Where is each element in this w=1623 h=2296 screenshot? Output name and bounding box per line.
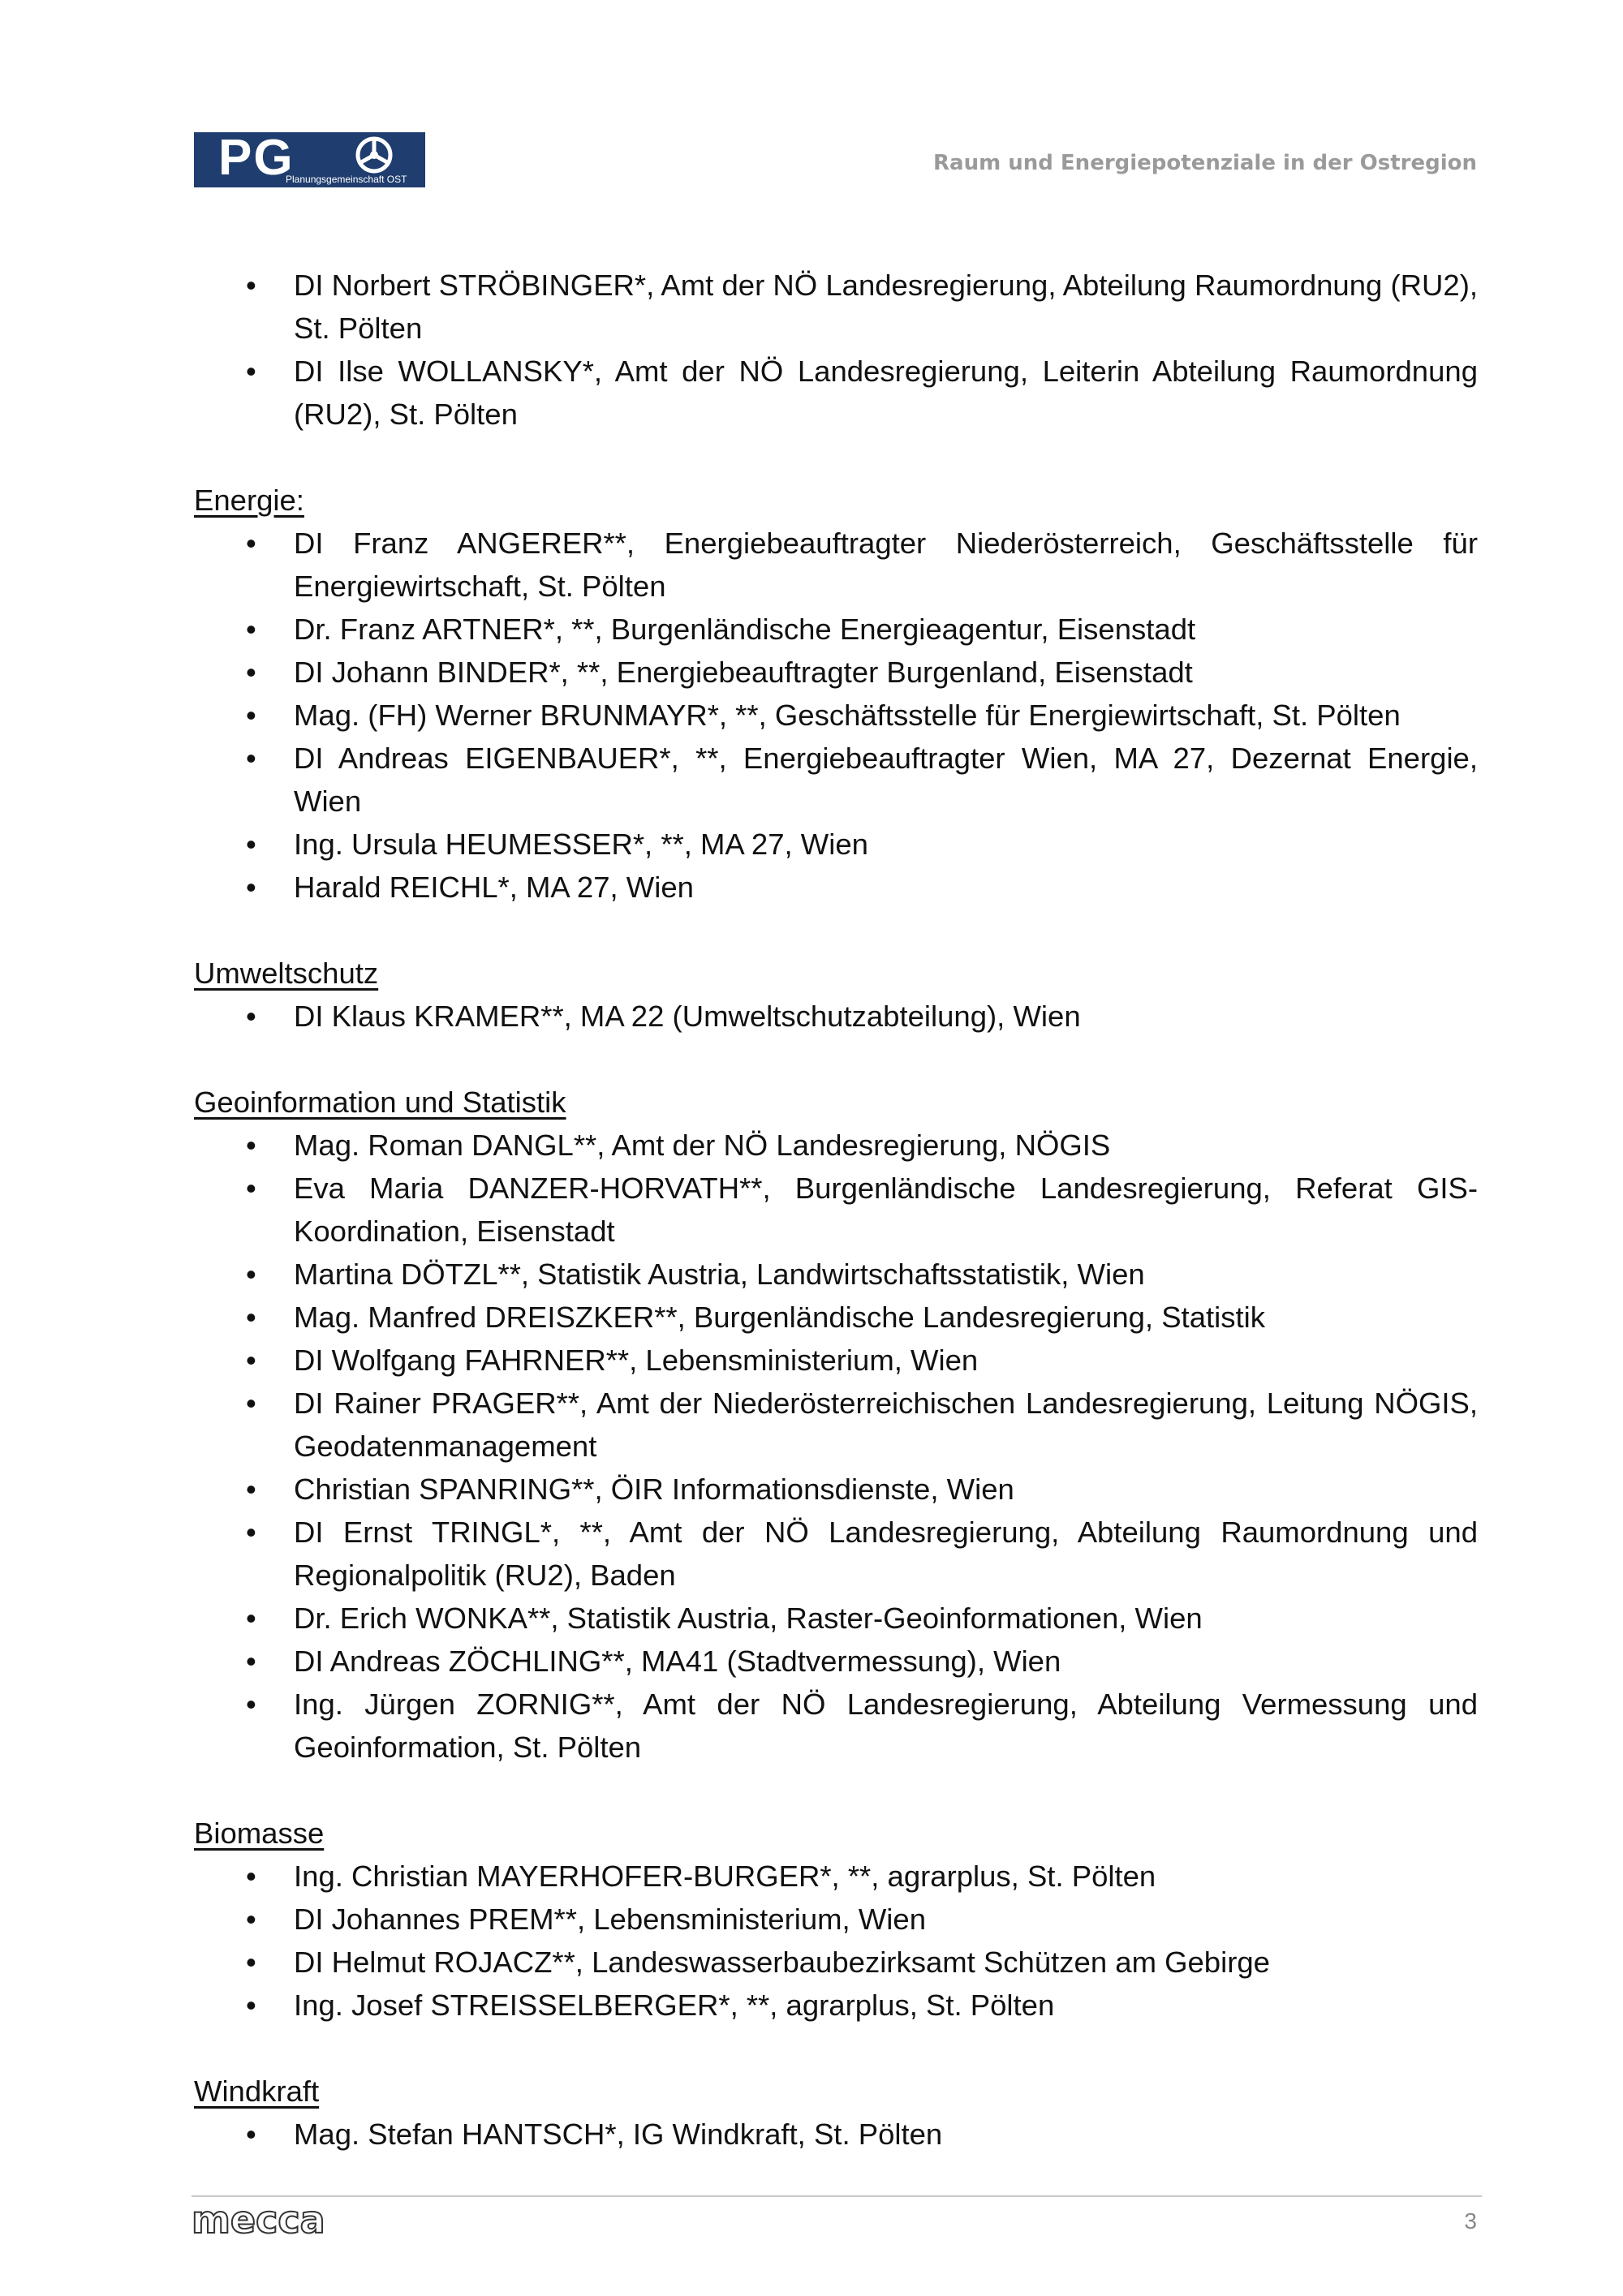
header-title: Raum und Energiepotenziale in der Ostregion: [933, 151, 1477, 175]
section-umweltschutz: [194, 952, 1478, 1038]
section-list: [194, 2113, 1478, 2156]
list-item: • DI Norbert STRÖBINGER*, Amt der NÖ Landesregierung, Abteilung Raumordnung (RU2), St. Pölten: [194, 264, 1478, 350]
document-body: [194, 264, 1478, 2156]
list-item: • DI Ilse WOLLANSKY*, Amt der NÖ Landesregierung, Leiterin Abteilung Raumordnung (RU2), St. Pölten: [194, 350, 1478, 436]
logo-emblem-icon: [355, 135, 394, 174]
list-item: • DI Andreas ZÖCHLING**, MA41 (Stadtvermessung), Wien: [194, 1640, 1478, 1683]
list-item: • Harald REICHL*, MA 27, Wien: [194, 866, 1478, 909]
section-title: Biomasse: [194, 1817, 325, 1850]
list-item: • Dr. Erich WONKA**, Statistik Austria, Raster-Geoinformationen, Wien: [194, 1597, 1478, 1640]
mecca-logo: [192, 2200, 370, 2241]
section-windkraft: [194, 2070, 1478, 2156]
list-item: • DI Andreas EIGENBAUER*, **, Energiebeauftragter Wien, MA 27, Dezernat Energie, Wien: [194, 737, 1478, 823]
list-item: • Ing. Jürgen ZORNIG**, Amt der NÖ Landesregierung, Abteilung Vermessung und Geoinformation, St. Pölten: [194, 1683, 1478, 1769]
list-item: • Ing. Christian MAYERHOFER-BURGER*, **, agrarplus, St. Pölten: [194, 1855, 1478, 1898]
pgo-logo: [194, 132, 425, 187]
list-item: • Martina DÖTZL**, Statistik Austria, Landwirtschaftsstatistik, Wien: [194, 1253, 1478, 1296]
list-item: • DI Franz ANGERER**, Energiebeauftragter Niederösterreich, Geschäftsstelle für Energiewirtschaft, St. Pölten: [194, 522, 1478, 608]
section-title: Geoinformation und Statistik: [194, 1086, 566, 1119]
page-number: 3: [1464, 2208, 1477, 2234]
list-item: • Ing. Josef STREISSELBERGER*, **, agrarplus, St. Pölten: [194, 1984, 1478, 2027]
list-item: • DI Wolfgang FAHRNER**, Lebensministerium, Wien: [194, 1339, 1478, 1382]
list-item: • DI Helmut ROJACZ**, Landeswasserbaubezirksamt Schützen am Gebirge: [194, 1941, 1478, 1984]
footer-divider: [192, 2195, 1482, 2197]
list-item: • DI Rainer PRAGER**, Amt der Niederösterreichischen Landesregierung, Leitung NÖGIS, Geodatenmanagement: [194, 1382, 1478, 1468]
section-energie: [194, 479, 1478, 909]
list-item: • Mag. (FH) Werner BRUNMAYR*, **, Geschäftsstelle für Energiewirtschaft, St. Pölten: [194, 694, 1478, 737]
list-item: • Christian SPANRING**, ÖIR Informationsdienste, Wien: [194, 1468, 1478, 1511]
list-item: • Dr. Franz ARTNER*, **, Burgenländische Energieagentur, Eisenstadt: [194, 608, 1478, 651]
section-title: Umweltschutz: [194, 957, 379, 990]
list-item: • DI Klaus KRAMER**, MA 22 (Umweltschutzabteilung), Wien: [194, 995, 1478, 1038]
section-list: [194, 1124, 1478, 1769]
mecca-logo-text: mecca: [192, 2200, 325, 2241]
list-item: • Ing. Ursula HEUMESSER*, **, MA 27, Wien: [194, 823, 1478, 866]
section-list: [194, 522, 1478, 909]
list-item: • Mag. Roman DANGL**, Amt der NÖ Landesregierung, NÖGIS: [194, 1124, 1478, 1167]
intro-list: [194, 264, 1478, 436]
list-item: • Mag. Manfred DREISZKER**, Burgenländische Landesregierung, Statistik: [194, 1296, 1478, 1339]
list-item: • Eva Maria DANZER-HORVATH**, Burgenländische Landesregierung, Referat GIS-Koordination, Eisenstadt: [194, 1167, 1478, 1253]
section-title: Energie:: [194, 484, 304, 517]
section-geoinformation: [194, 1081, 1478, 1769]
section-title: Windkraft: [194, 2075, 320, 2108]
section-list: [194, 995, 1478, 1038]
logo-subtitle: Planungsgemeinschaft OST: [286, 174, 407, 185]
list-item: • DI Ernst TRINGL*, **, Amt der NÖ Landesregierung, Abteilung Raumordnung und Regionalpolitik (RU2), Baden: [194, 1511, 1478, 1597]
list-item: • Mag. Stefan HANTSCH*, IG Windkraft, St. Pölten: [194, 2113, 1478, 2156]
list-item: • DI Johannes PREM**, Lebensministerium, Wien: [194, 1898, 1478, 1941]
list-item: • DI Johann BINDER*, **, Energiebeauftragter Burgenland, Eisenstadt: [194, 651, 1478, 694]
section-biomasse: [194, 1812, 1478, 2027]
logo-text: PG: [218, 130, 295, 186]
section-list: [194, 1855, 1478, 2027]
